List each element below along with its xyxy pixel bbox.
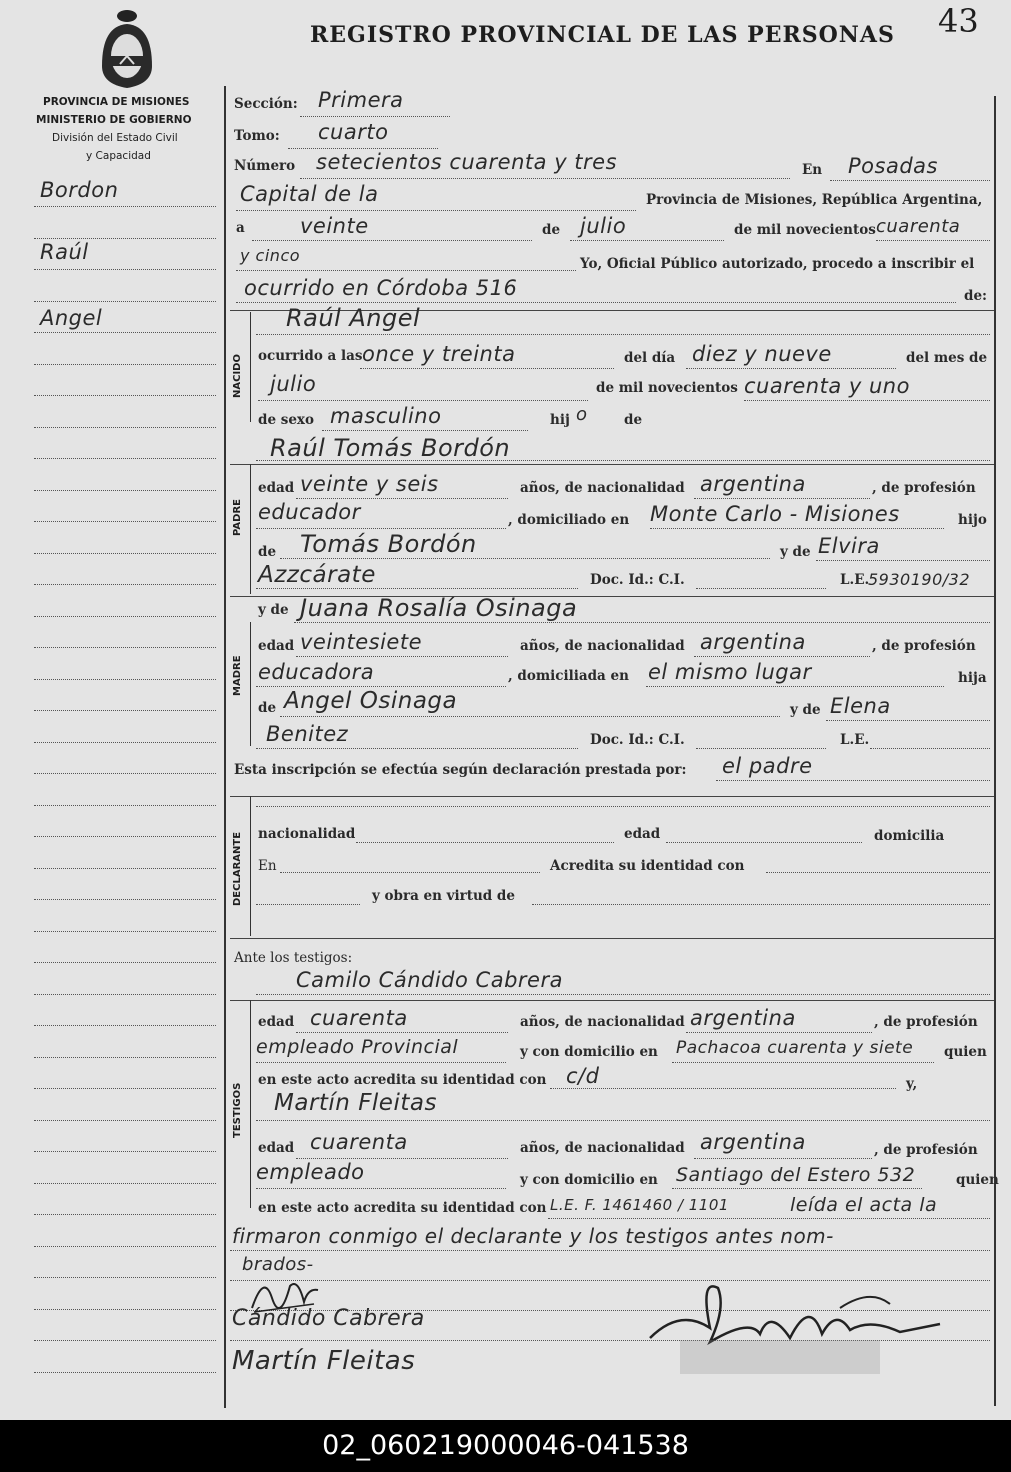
label-t1-domicilio: y con domicilio en [520,1044,658,1060]
label-de: de [542,222,561,238]
margin-dotted-line [34,427,216,428]
value-testigo-1: Camilo Cándido Cabrera [296,968,563,992]
value-madre-dom: el mismo lugar [648,660,812,684]
label-de-colon: de: [964,288,988,304]
label-dec-nacionalidad: nacionalidad [258,826,356,842]
section-testigos: TESTIGOS [232,1082,243,1138]
label-madre-le: L.E. [840,732,870,748]
value-t1-nac: argentina [690,1006,796,1030]
label-hij: hij [550,412,570,428]
value-madre-nombre: Juana Rosalía Osinaga [300,594,578,622]
label-madre-edad: edad [258,638,295,654]
value-madre-madre: Elena [830,694,891,718]
value-padre-padre: Tomás Bordón [300,530,477,558]
label-t1-edad: edad [258,1014,295,1030]
value-cierre-3: brados- [242,1254,314,1275]
value-mes-nac: julio [270,372,317,396]
value-anio-inscripcion-2: y cinco [240,246,301,265]
value-testigo-2: Martín Fleitas [274,1090,437,1116]
label-padre-le: L.E. [840,572,870,588]
value-seccion: Primera [318,88,404,112]
margin-dotted-line [34,1309,216,1310]
section-padre: PADRE [232,499,243,536]
value-padre-le: 5930190/32 [868,570,971,589]
margin-dotted-line [34,553,216,554]
label-t2-acredita: en este acto acredita su identidad con [258,1200,547,1216]
value-ocurrido-en: ocurrido en Córdoba 516 [244,276,518,300]
value-cierre-2: firmaron conmigo el declarante y los testigos antes nom- [232,1224,834,1248]
value-madre-nac: argentina [700,630,806,654]
margin-dotted-line [34,1120,216,1121]
section-madre: MADRE [232,655,243,696]
value-anio-nac: cuarenta y uno [744,374,910,398]
margin-dotted-line [34,773,216,774]
margin-dotted-line [34,1340,216,1341]
org-line-2: MINISTERIO DE GOBIERNO [36,114,192,126]
label-padre-profesion: , de profesión [872,480,976,496]
org-line-3: División del Estado Civil [52,132,178,144]
label-a: a [236,220,245,236]
label-del-mes: del mes de [906,350,988,366]
margin-dotted-line [34,868,216,869]
footer-id: 02_060219000046-041538 [322,1430,689,1461]
value-hora: once y treinta [362,342,516,366]
value-sexo: masculino [330,404,442,428]
value-dia-nac: diez y nueve [692,342,832,366]
value-t1-id: c/d [566,1064,600,1088]
footer-bar [0,1420,1011,1472]
value-madre-padre: Angel Osinaga [284,688,458,714]
value-madre-edad: veintesiete [300,630,422,654]
label-dec-obra: y obra en virtud de [372,888,515,904]
label-padre-y-de: y de [780,544,811,560]
label-en: En [802,162,823,178]
value-t2-edad: cuarenta [310,1130,408,1154]
value-madre-prof: educadora [258,660,375,684]
value-madre-madre-ap: Benitez [266,722,349,746]
value-nombre: Raúl Angel [286,304,421,332]
margin-dotted-line [34,206,216,207]
margin-name-2: Angel [40,306,103,330]
margin-dotted-line [34,805,216,806]
value-padre-nombre: Raúl Tomás Bordón [270,434,511,462]
label-dec-domicilia: domicilia [874,828,945,844]
label-de-mil: de mil novecientos [734,222,876,238]
margin-dotted-line [34,1372,216,1373]
margin-dotted-line [34,931,216,932]
label-tomo: Tomo: [234,128,280,144]
value-capital: Capital de la [240,182,379,206]
label-madre-domiciliada: , domiciliada en [508,668,629,684]
value-t2-prof: empleado [256,1160,365,1184]
label-padre-de: de [258,544,277,560]
value-numero: setecientos cuarenta y tres [316,150,618,174]
margin-dotted-line [34,994,216,995]
label-provincia: Provincia de Misiones, República Argentina, [646,192,983,208]
value-tomo: cuarto [318,120,389,144]
value-t2-id: L.E. F. 1461460 / 1101 [550,1196,729,1214]
value-t1-prof: empleado Provincial [256,1036,459,1058]
label-t2-profesion: , de profesión [874,1142,978,1158]
margin-dotted-line [34,742,216,743]
label-madre-de: de [258,700,277,716]
margin-dotted-line [34,962,216,963]
label-t1-y: y, [906,1076,918,1092]
label-madre-hija: hija [958,670,987,686]
value-anio-inscripcion-1: cuarenta [876,216,961,237]
label-t1-acredita: en este acto acredita su identidad con [258,1072,547,1088]
value-padre-madre-ap: Azzcárate [258,562,376,588]
margin-dotted-line [34,521,216,522]
value-dia-inscripcion: veinte [300,214,369,238]
label-madre-y-de-2: y de [790,702,821,718]
value-padre-nac: argentina [700,472,806,496]
value-padre-madre: Elvira [818,534,880,558]
label-numero: Número [234,158,296,174]
margin-dotted-line [34,679,216,680]
value-padre-edad: veinte y seis [300,472,439,496]
margin-dotted-line [34,364,216,365]
label-dec-edad: edad [624,826,661,842]
label-de-2: de [624,412,643,428]
signature-witness-1: Cándido Cabrera [232,1306,425,1331]
label-yo-oficial: Yo, Oficial Público autorizado, procedo a inscribir el [580,256,975,272]
margin-dotted-line [34,710,216,711]
right-border [994,96,996,1406]
value-cierre-1: leída el acta la [790,1194,938,1216]
margin-dotted-line [34,899,216,900]
org-line-1: PROVINCIA DE MISIONES [43,96,190,108]
label-madre-y-de: y de [258,602,289,618]
margin-dotted-line [34,301,216,302]
margin-dotted-line [34,395,216,396]
label-del-dia: del día [624,350,676,366]
margin-dotted-line [34,238,216,239]
margin-surname: Bordon [40,178,119,202]
margin-dotted-line [34,458,216,459]
column-divider [224,86,226,1408]
label-madre-anos-nac: años, de nacionalidad [520,638,685,654]
label-t2-quien: quien [956,1172,999,1188]
label-padre-doc-id: Doc. Id.: C.I. [590,572,685,588]
margin-dotted-line [34,332,216,333]
margin-dotted-line [34,647,216,648]
margin-dotted-line [34,1057,216,1058]
margin-dotted-line [34,490,216,491]
section-nacido: NACIDO [232,354,243,398]
org-line-4: y Capacidad [86,150,151,162]
value-t1-dom: Pachacoa cuarenta y siete [676,1038,914,1058]
margin-dotted-line [34,1183,216,1184]
label-padre-anos-nac: años, de nacionalidad [520,480,685,496]
label-padre-hijo: hijo [958,512,987,528]
value-t2-dom: Santiago del Estero 532 [676,1164,916,1186]
label-ocurrido: ocurrido a las [258,348,363,364]
label-de-mil-2: de mil novecientos [596,380,738,396]
margin-dotted-line [34,1277,216,1278]
label-seccion: Sección: [234,96,298,112]
margin-dotted-line [34,1246,216,1247]
section-declarante: DECLARANTE [232,831,243,906]
coat-of-arms-icon [96,6,158,94]
signature-official [640,1268,960,1382]
margin-dotted-line [34,616,216,617]
label-t2-anos-nac: años, de nacionalidad [520,1140,685,1156]
margin-dotted-line [34,1025,216,1026]
label-padre-edad: edad [258,480,295,496]
label-madre-doc-id: Doc. Id.: C.I. [590,732,685,748]
label-de-sexo: de sexo [258,412,314,428]
label-t1-anos-nac: años, de nacionalidad [520,1014,685,1030]
value-padre-prof: educador [258,500,361,524]
label-t1-quien: quien [944,1044,987,1060]
label-dec-acredita: Acredita su identidad con [550,858,745,874]
signature-witness-2: Martín Fleitas [232,1346,416,1376]
margin-dotted-line [34,1214,216,1215]
value-t1-edad: cuarenta [310,1006,408,1030]
label-dec-en: En [258,858,277,874]
margin-dotted-line [34,836,216,837]
label-t1-profesion: , de profesión [874,1014,978,1030]
value-hij-suffix: o [576,404,588,425]
value-t2-nac: argentina [700,1130,806,1154]
page-title: REGISTRO PROVINCIAL DE LAS PERSONAS [310,22,895,48]
value-declarante: el padre [722,754,813,778]
margin-dotted-line [34,269,216,270]
value-padre-dom: Monte Carlo - Misiones [650,502,900,526]
label-t2-edad: edad [258,1140,295,1156]
label-madre-profesion: , de profesión [872,638,976,654]
margin-dotted-line [34,1088,216,1089]
margin-name-1: Raúl [40,240,89,264]
value-mes-inscripcion: julio [580,214,627,238]
page-number: 43 [938,2,979,40]
label-padre-domiciliado: , domiciliado en [508,512,630,528]
margin-dotted-line [34,584,216,585]
label-ante-testigos: Ante los testigos: [234,950,353,966]
margin-dotted-line [34,1151,216,1152]
value-en: Posadas [848,154,938,178]
label-t2-domicilio: y con domicilio en [520,1172,658,1188]
label-esta-inscripcion: Esta inscripción se efectúa según declaración prestada por: [234,762,687,778]
